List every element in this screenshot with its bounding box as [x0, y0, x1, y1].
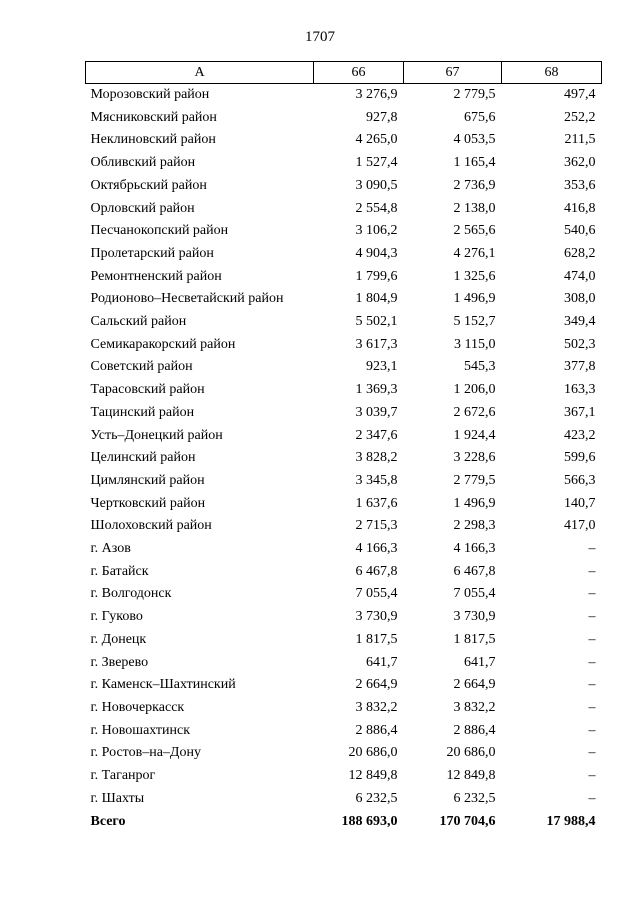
value-68-cell: 628,2: [564, 245, 596, 261]
table-header: [86, 62, 602, 84]
table-row: [86, 266, 602, 289]
row-name-cell: Советский район: [90, 359, 193, 375]
value-67-cell: 2 298,3: [453, 518, 496, 534]
row-name-cell: Сальский район: [90, 314, 187, 330]
row-name-cell: г. Шахты: [90, 790, 145, 806]
value-68-cell: 252,2: [564, 109, 596, 125]
table-row: [86, 697, 602, 720]
value-68-cell: 349,4: [564, 314, 596, 330]
table-row: [86, 152, 602, 175]
value-66-cell: 2 347,6: [355, 427, 398, 443]
row-name-cell: Тарасовский район: [90, 382, 205, 398]
row-name-cell: Пролетарский район: [90, 245, 214, 261]
table-row: [86, 175, 602, 198]
row-name-cell: Мясниковский район: [90, 109, 217, 125]
value-67-cell: 4 053,5: [453, 132, 496, 148]
row-name-cell: Целинский район: [90, 450, 196, 466]
value-67-cell: 2 736,9: [453, 177, 496, 193]
value-68-cell: 140,7: [564, 495, 596, 511]
value-66-cell: 3 039,7: [355, 404, 398, 420]
value-66-cell: 1 369,3: [355, 382, 398, 398]
value-67-cell: 2 672,6: [453, 404, 496, 420]
row-name-cell: г. Волгодонск: [90, 586, 172, 602]
table-row: [86, 720, 602, 743]
value-66-cell: 4 166,3: [355, 541, 398, 557]
value-68-cell: –: [588, 790, 596, 806]
row-name-cell: г. Зверево: [90, 654, 149, 670]
header-cell-68: 68: [502, 62, 602, 84]
page-number: 1707: [305, 29, 335, 45]
value-68-cell: –: [588, 541, 596, 557]
value-66-cell: 2 715,3: [355, 518, 398, 534]
value-68-cell: 163,3: [564, 382, 596, 398]
value-67-cell: 1 325,6: [453, 268, 496, 284]
table-row: [86, 447, 602, 470]
value-67-cell: 2 565,6: [453, 223, 496, 239]
value-67-cell: 7 055,4: [453, 586, 496, 602]
value-68-cell: 417,0: [564, 518, 596, 534]
total-row: [86, 811, 602, 834]
value-68-cell: 540,6: [564, 223, 596, 239]
row-name-cell: г. Новошахтинск: [90, 722, 191, 738]
value-67-cell: 1 496,9: [453, 291, 496, 307]
value-66-cell: 1 527,4: [355, 155, 398, 171]
value-66-cell: 6 467,8: [355, 563, 398, 579]
value-68-cell: 502,3: [564, 336, 596, 352]
value-68-cell: –: [588, 677, 596, 693]
value-67-cell: 1 206,0: [453, 382, 496, 398]
table-row: [86, 788, 602, 811]
value-66-cell: 923,1: [366, 359, 398, 375]
value-66-cell: 2 664,9: [355, 677, 398, 693]
value-67-cell: 3 730,9: [453, 609, 496, 625]
value-68-cell: 17 988,4: [546, 813, 596, 829]
row-name-cell: Песчанокопский район: [90, 223, 229, 239]
value-68-cell: 416,8: [564, 200, 596, 216]
value-68-cell: –: [588, 586, 596, 602]
value-68-cell: 377,8: [564, 359, 596, 375]
table-row: [86, 243, 602, 266]
table-row: [86, 765, 602, 788]
value-66-cell: 3 106,2: [355, 223, 398, 239]
value-66-cell: 1 799,6: [355, 268, 398, 284]
table-row: [86, 425, 602, 448]
value-68-cell: 423,2: [564, 427, 596, 443]
value-67-cell: 4 276,1: [453, 245, 496, 261]
value-68-cell: 599,6: [564, 450, 596, 466]
value-68-cell: 362,0: [564, 155, 596, 171]
row-name-cell: Усть–Донецкий район: [90, 427, 223, 443]
table-row: [86, 742, 602, 765]
row-name-cell: Морозовский район: [90, 87, 210, 102]
value-66-cell: 7 055,4: [355, 586, 398, 602]
value-67-cell: 6 232,5: [453, 790, 496, 806]
row-name-cell: Родионово–Несветайский район: [90, 291, 284, 307]
value-68-cell: –: [588, 563, 596, 579]
row-name-cell: г. Каменск–Шахтинский: [90, 677, 236, 693]
value-67-cell: 5 152,7: [453, 314, 496, 330]
value-67-cell: 4 166,3: [453, 541, 496, 557]
value-66-cell: 3 828,2: [355, 450, 398, 466]
value-67-cell: 3 228,6: [453, 450, 496, 466]
value-66-cell: 3 345,8: [355, 472, 398, 488]
value-66-cell: 12 849,8: [348, 768, 398, 784]
row-name-cell: Неклиновский район: [90, 132, 216, 148]
value-67-cell: 3 832,2: [453, 699, 496, 715]
value-67-cell: 1 496,9: [453, 495, 496, 511]
value-66-cell: 4 265,0: [355, 132, 398, 148]
value-66-cell: 188 693,0: [341, 813, 398, 829]
table-row: [86, 379, 602, 402]
table-row: [86, 356, 602, 379]
value-66-cell: 641,7: [366, 654, 398, 670]
row-name-cell: Орловский район: [90, 200, 195, 216]
value-67-cell: 20 686,0: [446, 745, 496, 761]
value-67-cell: 545,3: [464, 359, 496, 375]
value-67-cell: 2 779,5: [453, 472, 496, 488]
value-66-cell: 3 617,3: [355, 336, 398, 352]
table-row: [86, 515, 602, 538]
value-66-cell: 4 904,3: [355, 245, 398, 261]
row-name-cell: Чертковский район: [90, 495, 206, 511]
row-name-cell: Ремонтненский район: [90, 268, 222, 284]
value-66-cell: 1 817,5: [355, 631, 398, 647]
data-table: [85, 61, 602, 833]
value-66-cell: 6 232,5: [355, 790, 398, 806]
value-67-cell: 1 817,5: [453, 631, 496, 647]
table-row: [86, 107, 602, 130]
value-66-cell: 5 502,1: [355, 314, 398, 330]
value-66-cell: 2 886,4: [355, 722, 398, 738]
value-67-cell: 3 115,0: [454, 336, 496, 352]
row-name-cell: г. Азов: [90, 541, 131, 557]
header-row: [86, 62, 602, 84]
value-66-cell: 1 637,6: [355, 495, 398, 511]
row-name-cell: Шолоховский район: [90, 518, 212, 534]
value-68-cell: –: [588, 745, 596, 761]
value-67-cell: 170 704,6: [439, 813, 496, 829]
value-67-cell: 675,6: [464, 109, 496, 125]
table-row: [86, 220, 602, 243]
row-name-cell: Всего: [90, 813, 126, 829]
table-row: [86, 674, 602, 697]
value-68-cell: 308,0: [564, 291, 596, 307]
value-66-cell: 3 730,9: [355, 609, 398, 625]
value-67-cell: 6 467,8: [453, 563, 496, 579]
table-row: [86, 561, 602, 584]
value-67-cell: 1 924,4: [453, 427, 496, 443]
table-row: [86, 129, 602, 152]
row-name-cell: г. Таганрог: [90, 768, 156, 784]
value-66-cell: 3 276,9: [355, 87, 398, 102]
value-68-cell: –: [588, 722, 596, 738]
table-row: [86, 84, 602, 107]
value-68-cell: –: [588, 609, 596, 625]
table-row: [86, 288, 602, 311]
value-68-cell: –: [588, 699, 596, 715]
value-66-cell: 3 832,2: [355, 699, 398, 715]
row-name-cell: Тацинский район: [90, 404, 195, 420]
value-67-cell: 1 165,4: [453, 155, 496, 171]
value-67-cell: 12 849,8: [446, 768, 496, 784]
row-name-cell: Октябрьский район: [90, 177, 207, 193]
value-66-cell: 3 090,5: [355, 177, 398, 193]
header-cell-67: 67: [404, 62, 502, 84]
value-68-cell: 566,3: [564, 472, 596, 488]
value-68-cell: –: [588, 631, 596, 647]
value-67-cell: 641,7: [464, 654, 496, 670]
value-68-cell: 497,4: [564, 87, 596, 102]
value-68-cell: 211,5: [564, 132, 596, 148]
row-name-cell: Цимлянский район: [90, 472, 205, 488]
header-cell-66: 66: [314, 62, 404, 84]
table-row: [86, 198, 602, 221]
table-row: [86, 538, 602, 561]
value-66-cell: 927,8: [366, 109, 398, 125]
value-67-cell: 2 664,9: [453, 677, 496, 693]
value-68-cell: –: [588, 654, 596, 670]
table-row: [86, 629, 602, 652]
table-row: [86, 652, 602, 675]
row-name-cell: г. Ростов–на–Дону: [90, 745, 201, 761]
table-row: [86, 606, 602, 629]
row-name-cell: г. Новочеркасск: [90, 699, 185, 715]
value-68-cell: 367,1: [564, 404, 596, 420]
table-row: [86, 311, 602, 334]
value-66-cell: 2 554,8: [355, 200, 398, 216]
row-name-cell: г. Батайск: [90, 563, 149, 579]
value-66-cell: 1 804,9: [355, 291, 398, 307]
table-row: [86, 470, 602, 493]
value-67-cell: 2 886,4: [453, 722, 496, 738]
row-name-cell: Обливский район: [90, 155, 196, 171]
row-name-cell: г. Донецк: [90, 631, 147, 647]
table-body: [86, 84, 602, 834]
value-67-cell: 2 779,5: [453, 87, 496, 102]
value-66-cell: 20 686,0: [348, 745, 398, 761]
table-row: [86, 334, 602, 357]
table-row: [86, 583, 602, 606]
table-row: [86, 493, 602, 516]
table-row: [86, 402, 602, 425]
value-68-cell: 474,0: [564, 268, 596, 284]
value-68-cell: –: [588, 768, 596, 784]
header-cell-a: А: [86, 62, 314, 84]
value-68-cell: 353,6: [564, 177, 596, 193]
value-67-cell: 2 138,0: [453, 200, 496, 216]
row-name-cell: г. Гуково: [90, 609, 143, 625]
row-name-cell: Семикаракорский район: [90, 336, 236, 352]
